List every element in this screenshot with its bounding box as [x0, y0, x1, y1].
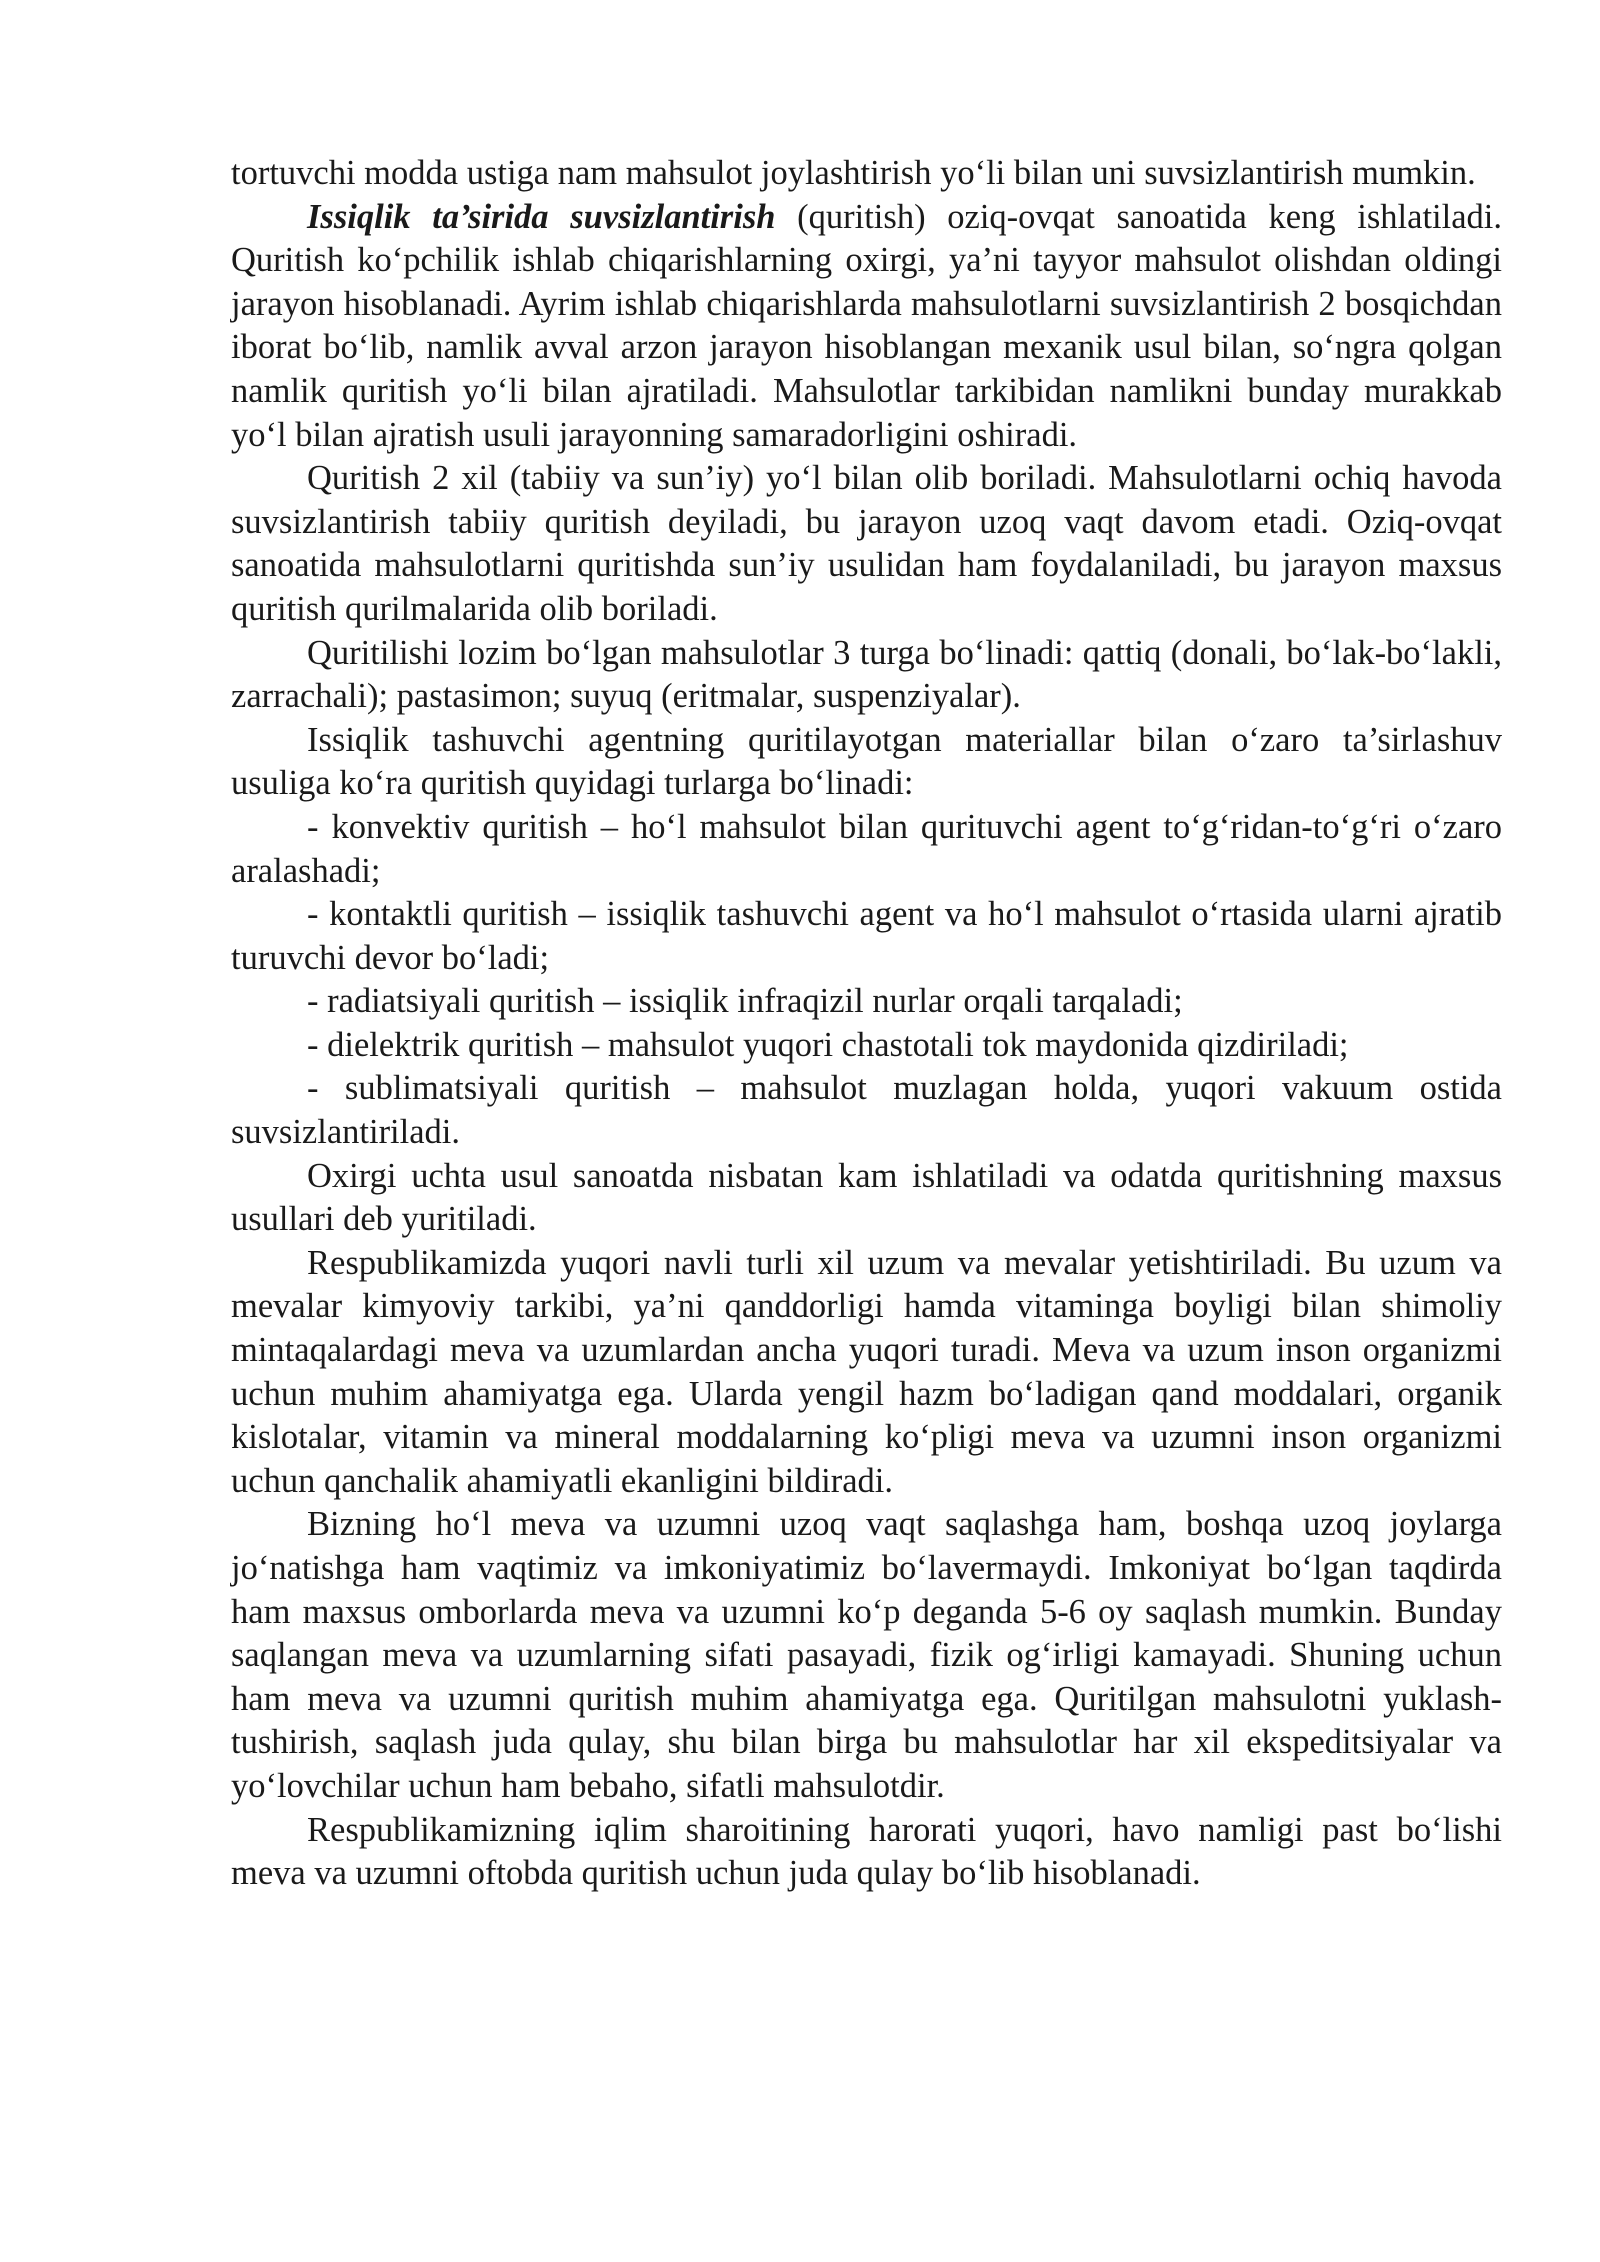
- paragraph: tortuvchi modda ustiga nam mahsulot joylashtirish yo‘li bilan uni suvsizlantirish mumkin.: [231, 154, 1476, 192]
- paragraph: [231, 196, 1502, 458]
- paragraph: Bizning ho‘l meva va uzumni uzoq vaqt saqlashga ham, boshqa uzoq joylarga jo‘natishga ham vaqtimiz va imkoniyatimiz bo‘lavermaydi. Imkoniyat bo‘lgan taqdirda ham maxsus omborlarda meva va uzumni ko‘p deganda 5-6 oy saqlash mumkin. Bunday saqlangan meva va uzumlarning sifati pasayadi, fizik og‘irligi kamayadi. Shuning uchun ham meva va uzumni quritish muhim ahamiyatga ega. Quritilgan mahsulotni yuklash-tushirish, saqlash juda qulay, shu bilan birga bu mahsulotlar har xil ekspeditsiyalar va yo‘lovchilar uchun ham bebaho, sifatli mahsulotdir.: [231, 1505, 1502, 1805]
- paragraph: Quritish 2 xil (tabiiy va sun’iy) yo‘l bilan olib boriladi. Mahsulotlarni ochiq havoda suvsizlantirish tabiiy quritish deyiladi, bu jarayon uzoq vaqt davom etadi. Oziq-ovqat sanoatida mahsulotlarni quritishda sun’iy usulidan ham foydalaniladi, bu jarayon maxsus quritish qurilmalarida olib boriladi.: [231, 459, 1502, 628]
- paragraph-text: (quritish) oziq-ovqat sanoatida keng ishlatiladi. Quritish ko‘pchilik ishlab chiqarishlarning oxirgi, ya’ni tayyor mahsulot olishdan oldingi jarayon hisoblanadi. Ayrim ishlab chiqarishlarda mahsulotlarni suvsizlantirish 2 bosqichdan iborat bo‘lib, namlik avval arzon jarayon hisoblangan mexanik usul bilan, so‘ngra qolgan namlik quritish yo‘li bilan ajratiladi. Mahsulotlar tarkibidan namlikni bunday murakkab yo‘l bilan ajratish usuli jarayonning samaradorligini oshiradi.: [231, 197, 1502, 454]
- list-item: - kontaktli quritish – issiqlik tashuvchi agent va ho‘l mahsulot o‘rtasida ularni ajratib turuvchi devor bo‘ladi;: [231, 895, 1502, 977]
- document-page: [231, 152, 1502, 1896]
- list-item: - konvektiv quritish – ho‘l mahsulot bilan qurituvchi agent to‘g‘ridan-to‘g‘ri o‘zaro aralashadi;: [231, 807, 1502, 890]
- paragraph: Oxirgi uchta usul sanoatda nisbatan kam ishlatiladi va odatda quritishning maxsus usullari deb yuritiladi.: [231, 1156, 1502, 1239]
- paragraph: Respublikamizda yuqori navli turli xil uzum va mevalar yetishtiriladi. Bu uzum va mevalar kimyoviy tarkibi, ya’ni qanddorligi hamda vitaminga boyligi bilan shimoliy mintaqalardagi meva va uzumlardan ancha yuqori turadi. Meva va uzum inson organizmi uchun muhim ahamiyatga ega. Ularda yengil hazm bo‘ladigan qand moddalari, organik kislotalar, vitamin va mineral moddalarning ko‘pligi meva va uzumni inson organizmi uchun qanchalik ahamiyatli ekanligini bildiradi.: [231, 1243, 1502, 1500]
- list-item: - dielektrik quritish – mahsulot yuqori chastotali tok maydonida qizdiriladi;: [307, 1025, 1349, 1064]
- list-item: - sublimatsiyali quritish – mahsulot muzlagan holda, yuqori vakuum ostida suvsizlantiriladi.: [231, 1069, 1502, 1152]
- list-item: - radiatsiyali quritish – issiqlik infraqizil nurlar orqali tarqaladi;: [307, 982, 1183, 1021]
- paragraph: Respublikamizning iqlim sharoitining harorati yuqori, havo namligi past bo‘lishi meva va uzumni oftobda quritish uchun juda qulay bo‘lib hisoblanadi.: [231, 1810, 1502, 1893]
- paragraph: Issiqlik tashuvchi agentning quritilayotgan materiallar bilan o‘zaro ta’sirlashuv usuliga ko‘ra quritish quyidagi turlarga bo‘linadi:: [231, 720, 1502, 803]
- paragraph: Quritilishi lozim bo‘lgan mahsulotlar 3 turga bo‘linadi: qattiq (donali, bo‘lak-bo‘lakli, zarrachali); pastasimon; suyuq (eritmalar, suspenziyalar).: [231, 633, 1502, 716]
- bold-italic-term: Issiqlik ta’sirida suvsizlantirish: [307, 197, 776, 236]
